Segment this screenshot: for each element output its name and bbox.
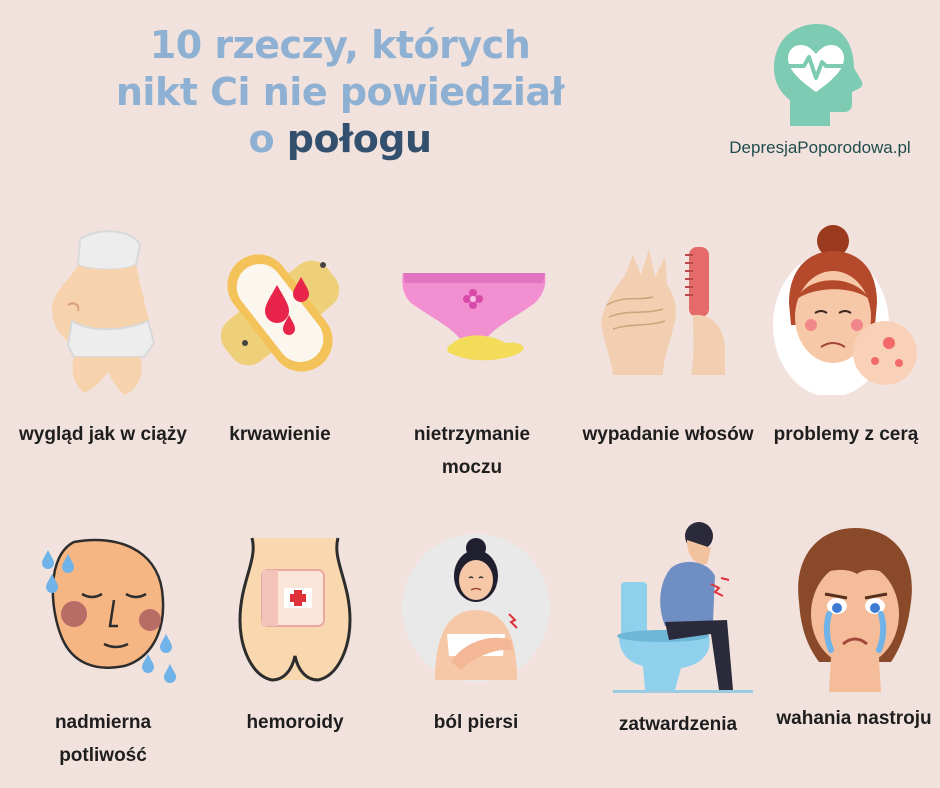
item-label: wypadanie włosów (582, 424, 754, 445)
breast-pain-icon (401, 530, 551, 700)
item-label: krwawienie (229, 424, 331, 445)
item-label: nietrzymanie moczu (413, 424, 531, 478)
title-line-1: 10 rzeczy, których (149, 23, 531, 67)
item-label: nadmierna potliwość (54, 712, 152, 766)
title-line-3-highlight: połogu (286, 117, 432, 161)
pregnant-belly-icon (28, 225, 178, 395)
title-line-3-prefix: o (248, 117, 275, 161)
toilet-constipation-icon (603, 518, 753, 698)
item-label: ból piersi (433, 712, 519, 733)
brand-name: DepresjaPoporodowa.pl (729, 138, 911, 157)
acne-face-icon (771, 225, 921, 395)
crying-face-icon (779, 522, 929, 692)
head-heartbeat-icon (770, 20, 866, 130)
item-label: hemoroidy (246, 712, 344, 733)
page-title (40, 22, 640, 163)
sanitary-pad-icon (205, 225, 355, 395)
item-label: problemy z cerą (773, 424, 919, 445)
underwear-leak-icon (397, 225, 547, 395)
bandaged-buttocks-icon (220, 530, 370, 700)
item-label: zatwardzenia (618, 714, 738, 735)
item-label: wygląd jak w ciąży (19, 424, 187, 445)
hair-loss-comb-icon (593, 225, 743, 395)
item-label: wahania nastroju (776, 708, 932, 729)
sweating-face-icon (28, 530, 178, 700)
title-line-2: nikt Ci nie powiedział (115, 70, 565, 114)
